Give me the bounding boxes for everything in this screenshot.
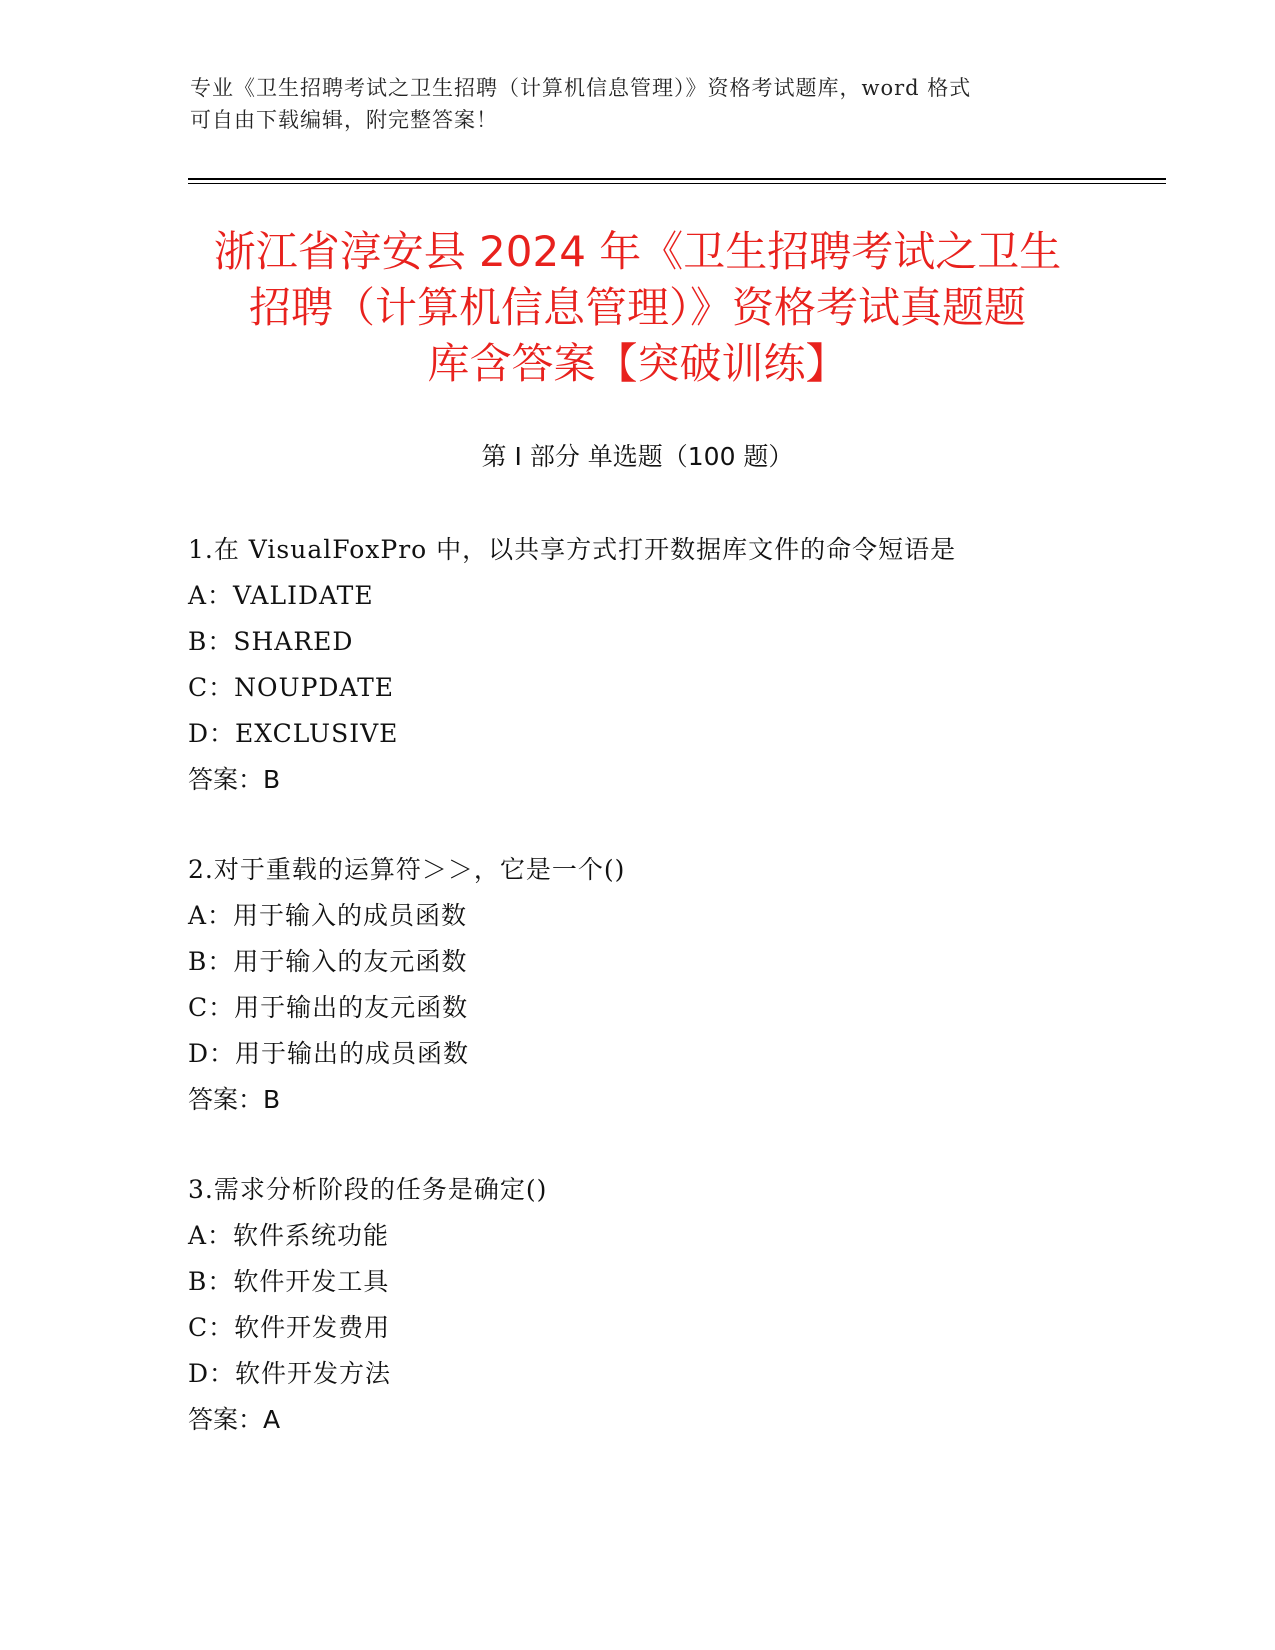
question-stem: 2.对于重载的运算符＞＞，它是一个()	[188, 855, 626, 884]
document-title-line-3: 库含答案【突破训练】	[427, 339, 848, 388]
header-note	[190, 72, 1090, 136]
option-c: C：NOUPDATE	[188, 673, 395, 702]
question-stem: 1.在 VisualFoxPro 中，以共享方式打开数据库文件的命令短语是	[188, 535, 957, 564]
answer-label: 答案：B	[188, 765, 281, 794]
document-title-line-1: 浙江省淳安县 2024 年《卫生招聘考试之卫生	[213, 227, 1062, 276]
section-heading: 第 I 部分 单选题（100 题）	[481, 442, 794, 471]
question-1	[188, 527, 1088, 803]
option-a: A：软件系统功能	[188, 1221, 390, 1250]
document-title	[160, 224, 1115, 392]
document-title-line-2: 招聘（计算机信息管理）》资格考试真题题	[248, 283, 1026, 332]
option-d: D：用于输出的成员函数	[188, 1039, 470, 1068]
option-a: A：用于输入的成员函数	[188, 901, 468, 930]
answer-label: 答案：A	[188, 1405, 281, 1434]
option-d: D：EXCLUSIVE	[188, 719, 399, 748]
option-b: B：软件开发工具	[188, 1267, 390, 1296]
header-note-line-1: 专业《卫生招聘考试之卫生招聘（计算机信息管理）》资格考试题库，word 格式	[190, 76, 972, 100]
question-3	[188, 1167, 1088, 1443]
question-2	[188, 847, 1088, 1123]
option-a: A：VALIDATE	[188, 581, 374, 610]
option-b: B：SHARED	[188, 627, 354, 656]
option-c: C：用于输出的友元函数	[188, 993, 469, 1022]
option-b: B：用于输入的友元函数	[188, 947, 468, 976]
header-note-line-2: 可自由下载编辑，附完整答案！	[190, 108, 498, 132]
option-d: D：软件开发方法	[188, 1359, 392, 1388]
header-divider-thin	[188, 183, 1166, 184]
header-divider-thick	[188, 178, 1166, 180]
question-stem: 3.需求分析阶段的任务是确定()	[188, 1175, 548, 1204]
option-c: C：软件开发费用	[188, 1313, 391, 1342]
answer-label: 答案：B	[188, 1085, 281, 1114]
